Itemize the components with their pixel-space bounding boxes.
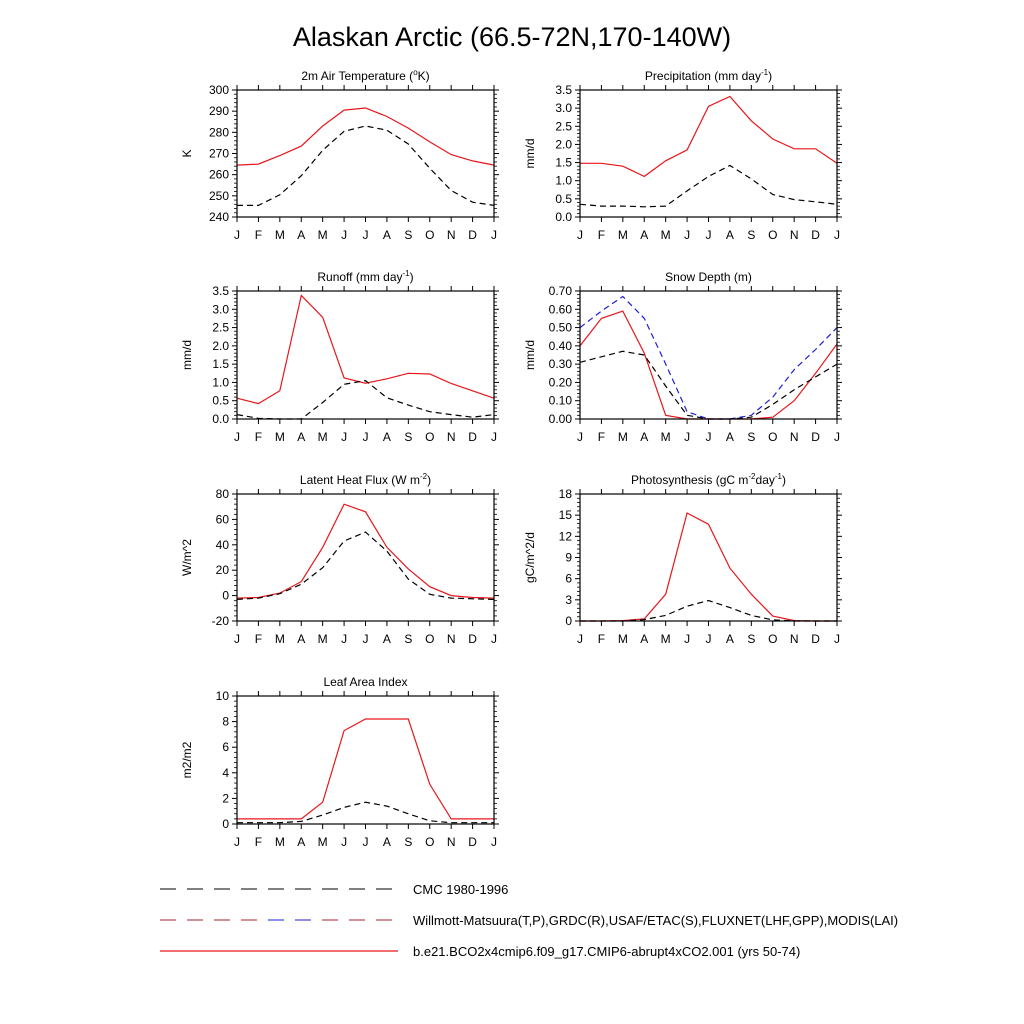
y-tick-label: 4 <box>222 765 229 780</box>
y-tick-label: 3.0 <box>212 302 229 317</box>
x-tick-label: O <box>425 430 435 444</box>
x-tick-label: M <box>660 430 671 444</box>
x-tick-label: M <box>660 632 671 646</box>
panel-title: Latent Heat Flux (W $m^{-2}$) <box>299 472 432 487</box>
x-tick-label: J <box>577 632 583 646</box>
y-tick-label: 270 <box>208 146 229 161</box>
panel-title: Runoff (mm day$^{-1}$) <box>317 269 414 284</box>
x-tick-label: A <box>382 835 391 849</box>
x-tick-label: O <box>768 430 778 444</box>
y-tick-label: 3.5 <box>555 83 572 97</box>
x-tick-label: M <box>274 430 285 444</box>
y-tick-label: 0.30 <box>548 357 572 372</box>
x-tick-label: A <box>297 430 306 444</box>
x-tick-label: A <box>640 632 649 646</box>
x-tick-label: D <box>811 228 820 242</box>
y-axis-label: mm/d <box>523 340 537 370</box>
y-tick-label: 0.60 <box>548 302 572 317</box>
y-tick-label: 3.0 <box>555 101 572 116</box>
x-tick-label: M <box>617 430 628 444</box>
x-tick-label: F <box>597 228 606 242</box>
y-tick-label: 2.5 <box>555 119 572 134</box>
x-tick-label: J <box>834 430 840 444</box>
x-tick-label: M <box>660 228 671 242</box>
y-tick-label: 60 <box>215 512 229 527</box>
x-tick-label: S <box>747 430 756 444</box>
y-tick-label: 0.20 <box>548 375 572 390</box>
x-tick-label: J <box>834 228 840 242</box>
x-tick-label: J <box>705 430 712 444</box>
x-tick-label: O <box>768 632 778 646</box>
y-tick-label: 9 <box>565 550 572 565</box>
x-tick-label: M <box>274 632 285 646</box>
y-tick-label: 1.0 <box>212 375 229 390</box>
y-tick-label: 0.70 <box>548 284 572 298</box>
x-tick-label: N <box>789 228 799 242</box>
x-tick-label: J <box>491 430 497 444</box>
x-tick-label: J <box>491 835 497 849</box>
y-axis-label: gC/m^2/d <box>523 532 537 583</box>
x-tick-label: S <box>404 430 413 444</box>
x-tick-label: J <box>834 632 840 646</box>
x-tick-label: J <box>491 632 497 646</box>
y-tick-label: 3.5 <box>212 284 229 298</box>
x-tick-label: D <box>468 228 477 242</box>
x-tick-label: O <box>768 228 778 242</box>
y-tick-label: 290 <box>208 104 229 119</box>
legend-label: b.e21.BCO2x4cmip6.f09_g17.CMIP6-abrupt4xCO2.001 (yrs 50-74) <box>413 944 801 959</box>
y-tick-label: 8 <box>222 714 229 729</box>
x-tick-label: F <box>597 632 606 646</box>
y-tick-label: 10 <box>215 689 229 703</box>
x-tick-label: F <box>254 430 263 444</box>
x-tick-label: S <box>404 632 413 646</box>
x-tick-label: N <box>446 632 456 646</box>
panel-title: 2m Air Temperature ($^o$K) <box>301 68 430 83</box>
y-axis-label: K <box>180 149 194 158</box>
x-tick-label: M <box>274 835 285 849</box>
x-tick-label: A <box>297 835 306 849</box>
x-tick-label: A <box>382 632 391 646</box>
y-tick-label: 6 <box>565 571 572 586</box>
x-tick-label: D <box>468 430 477 444</box>
x-tick-label: J <box>577 430 583 444</box>
x-tick-label: D <box>811 632 820 646</box>
x-tick-label: J <box>341 835 348 849</box>
x-tick-label: O <box>425 632 435 646</box>
x-tick-label: N <box>446 835 456 849</box>
y-tick-label: 0.50 <box>548 320 572 335</box>
x-tick-label: J <box>234 835 240 849</box>
x-tick-label: J <box>234 430 240 444</box>
x-tick-label: D <box>811 430 820 444</box>
panel-title: Leaf Area Index <box>323 675 408 689</box>
x-tick-label: J <box>341 430 348 444</box>
y-tick-label: 0.00 <box>548 412 572 426</box>
x-tick-label: J <box>705 632 712 646</box>
panel-title: Precipitation (mm day$^{-1}$) <box>644 68 773 83</box>
y-tick-label: 0 <box>222 588 229 603</box>
x-tick-label: F <box>254 632 263 646</box>
x-tick-label: N <box>446 228 456 242</box>
x-tick-label: S <box>747 632 756 646</box>
y-tick-label: 0.0 <box>212 412 229 426</box>
x-tick-label: A <box>640 228 649 242</box>
x-tick-label: F <box>597 430 606 444</box>
y-tick-label: 18 <box>558 487 572 501</box>
x-tick-label: M <box>617 632 628 646</box>
x-tick-label: J <box>362 228 369 242</box>
x-tick-label: S <box>747 228 756 242</box>
y-tick-label: 1.0 <box>555 173 572 188</box>
y-tick-label: 15 <box>558 508 572 523</box>
x-tick-label: F <box>254 835 263 849</box>
x-tick-label: A <box>297 632 306 646</box>
x-tick-label: J <box>491 228 497 242</box>
x-tick-label: N <box>789 430 799 444</box>
y-tick-label: 12 <box>558 529 572 544</box>
x-tick-label: J <box>577 228 583 242</box>
y-tick-label: 2.0 <box>555 137 572 152</box>
y-tick-label: 280 <box>208 125 229 140</box>
x-tick-label: J <box>362 430 369 444</box>
x-tick-label: J <box>341 632 348 646</box>
y-axis-label: m2/m2 <box>180 741 194 779</box>
x-tick-label: D <box>468 632 477 646</box>
main-title: Alaskan Arctic (66.5-72N,170-140W) <box>292 22 732 52</box>
x-tick-label: A <box>725 228 734 242</box>
x-tick-label: A <box>297 228 306 242</box>
x-tick-label: M <box>317 632 328 646</box>
x-tick-label: J <box>362 835 369 849</box>
y-tick-label: 0.5 <box>212 393 229 408</box>
y-tick-label: 2 <box>222 791 229 806</box>
y-tick-label: 260 <box>208 167 229 182</box>
y-tick-label: 20 <box>215 563 229 578</box>
y-tick-label: -20 <box>211 614 229 628</box>
y-tick-label: 2.5 <box>212 320 229 335</box>
x-tick-label: A <box>640 430 649 444</box>
x-tick-label: J <box>684 632 691 646</box>
y-tick-label: 240 <box>208 210 229 224</box>
x-tick-label: O <box>425 228 435 242</box>
x-tick-label: S <box>404 228 413 242</box>
y-tick-label: 0 <box>222 817 229 831</box>
y-tick-label: 3 <box>565 592 572 607</box>
x-tick-label: O <box>425 835 435 849</box>
x-tick-label: M <box>317 430 328 444</box>
y-tick-label: 1.5 <box>555 155 572 170</box>
x-tick-label: J <box>234 632 240 646</box>
y-axis-label: mm/d <box>180 340 194 370</box>
x-tick-label: M <box>317 835 328 849</box>
y-axis-label: mm/d <box>523 138 537 169</box>
y-tick-label: 40 <box>215 537 229 552</box>
y-tick-label: 0.0 <box>555 210 572 224</box>
y-tick-label: 80 <box>215 487 229 501</box>
x-tick-label: N <box>446 430 456 444</box>
x-tick-label: J <box>684 430 691 444</box>
panel-title: Snow Depth (m) <box>665 270 752 284</box>
x-tick-label: M <box>317 228 328 242</box>
x-tick-label: J <box>684 228 691 242</box>
x-tick-label: N <box>789 632 799 646</box>
y-tick-label: 0.5 <box>555 191 572 206</box>
x-tick-label: M <box>274 228 285 242</box>
x-tick-label: J <box>705 228 712 242</box>
y-tick-label: 0 <box>565 614 572 628</box>
y-tick-label: 2.0 <box>212 338 229 353</box>
y-tick-label: 300 <box>208 83 229 97</box>
y-tick-label: 0.10 <box>548 393 572 408</box>
x-tick-label: A <box>382 430 391 444</box>
panel-title: Photosynthesis (gC $m^{-2}day^{-1}$) <box>631 472 786 487</box>
x-tick-label: S <box>404 835 413 849</box>
x-tick-label: A <box>725 632 734 646</box>
x-tick-label: M <box>617 228 628 242</box>
y-tick-label: 6 <box>222 740 229 755</box>
x-tick-label: F <box>254 228 263 242</box>
x-tick-label: D <box>468 835 477 849</box>
x-tick-label: J <box>234 228 240 242</box>
x-tick-label: J <box>362 632 369 646</box>
x-tick-label: A <box>382 228 391 242</box>
x-tick-label: A <box>725 430 734 444</box>
legend-label: CMC 1980-1996 <box>413 882 509 897</box>
x-tick-label: J <box>341 228 348 242</box>
y-axis-label: W/m^2 <box>180 539 194 576</box>
y-tick-label: 250 <box>208 188 229 203</box>
y-tick-label: 1.5 <box>212 357 229 372</box>
legend-label: Willmott-Matsuura(T,P),GRDC(R),USAF/ETAC(S),FLUXNET(LHF,GPP),MODIS(LAI) <box>413 913 899 928</box>
y-tick-label: 0.40 <box>548 338 572 353</box>
